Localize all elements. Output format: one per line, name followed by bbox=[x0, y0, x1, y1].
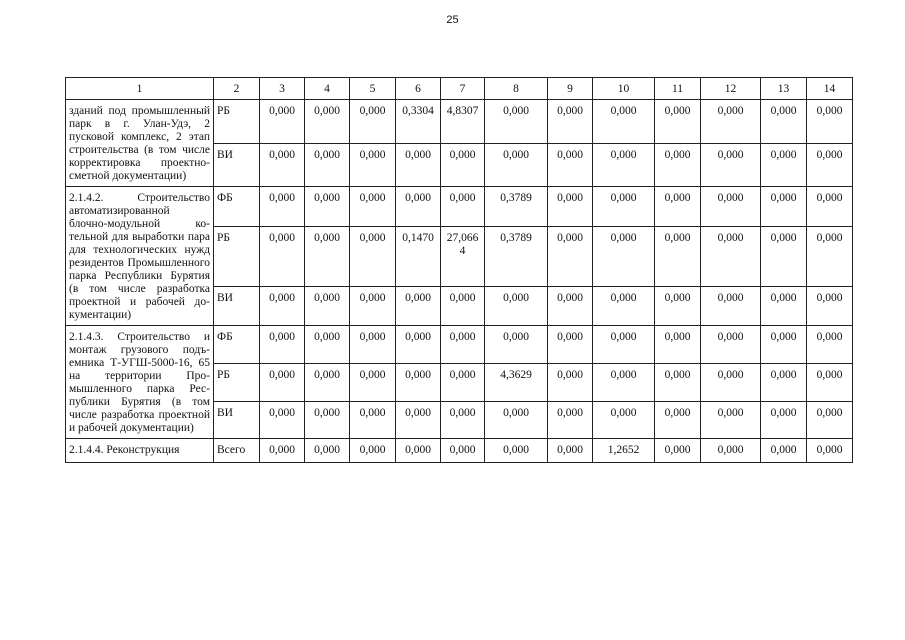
item-description: 2.1.4.4. Реконструкция bbox=[66, 439, 214, 462]
value-cell: 0,000 bbox=[441, 363, 485, 401]
value-cell: 4,3629 bbox=[485, 363, 548, 401]
value-cell: 0,000 bbox=[761, 100, 807, 144]
value-cell: 0,000 bbox=[485, 439, 548, 462]
item-description: 2.1.4.3. Строительство и монтаж грузового подъемника Т-УГШ-5000-16, 65 на территории Промышленного парка Республики Бурятия (в том числе разработка проектной и рабочей документации) bbox=[66, 326, 214, 439]
value-cell: 0,000 bbox=[548, 363, 593, 401]
value-cell: 0,000 bbox=[260, 187, 305, 226]
value-cell: 0,000 bbox=[593, 287, 655, 326]
value-cell: 0,000 bbox=[761, 143, 807, 187]
value-cell: 0,000 bbox=[350, 363, 396, 401]
value-cell: 0,000 bbox=[701, 401, 761, 439]
value-cell: 0,000 bbox=[260, 143, 305, 187]
value-cell: 0,000 bbox=[655, 326, 701, 364]
column-number: 11 bbox=[655, 78, 701, 100]
value-cell: 0,000 bbox=[305, 143, 350, 187]
value-cell: 0,000 bbox=[701, 287, 761, 326]
table-row bbox=[66, 326, 853, 364]
value-cell: 0,000 bbox=[701, 143, 761, 187]
value-cell: 0,000 bbox=[305, 287, 350, 326]
value-cell: 0,000 bbox=[305, 100, 350, 144]
value-cell: 0,000 bbox=[350, 439, 396, 462]
value-cell: 0,000 bbox=[655, 363, 701, 401]
value-cell: 0,000 bbox=[807, 143, 853, 187]
value-cell: 0,000 bbox=[396, 439, 441, 462]
value-cell: 0,000 bbox=[350, 287, 396, 326]
value-cell: 0,000 bbox=[548, 100, 593, 144]
value-cell: 0,000 bbox=[761, 187, 807, 226]
column-number-row bbox=[66, 78, 853, 100]
value-cell: 1,2652 bbox=[593, 439, 655, 462]
value-cell: 0,000 bbox=[593, 100, 655, 144]
value-cell: 0,000 bbox=[807, 287, 853, 326]
column-number: 14 bbox=[807, 78, 853, 100]
value-cell: 0,000 bbox=[441, 326, 485, 364]
value-cell: 0,000 bbox=[396, 401, 441, 439]
value-cell: 0,000 bbox=[761, 326, 807, 364]
value-cell: 0,000 bbox=[396, 143, 441, 187]
table-body bbox=[66, 78, 853, 463]
value-cell: 0,000 bbox=[701, 326, 761, 364]
funding-source: ВИ bbox=[214, 143, 260, 187]
value-cell: 0,000 bbox=[548, 287, 593, 326]
column-number: 13 bbox=[761, 78, 807, 100]
value-cell: 0,000 bbox=[260, 287, 305, 326]
value-cell: 0,3789 bbox=[485, 187, 548, 226]
value-cell: 0,000 bbox=[485, 401, 548, 439]
value-cell: 0,000 bbox=[548, 187, 593, 226]
value-cell: 0,000 bbox=[761, 287, 807, 326]
value-cell: 0,000 bbox=[655, 401, 701, 439]
column-number: 1 bbox=[66, 78, 214, 100]
value-cell: 0,000 bbox=[396, 326, 441, 364]
budget-table bbox=[65, 77, 853, 463]
funding-source: Всего bbox=[214, 439, 260, 462]
value-cell: 0,000 bbox=[548, 326, 593, 364]
value-cell: 0,000 bbox=[701, 100, 761, 144]
column-number: 8 bbox=[485, 78, 548, 100]
value-cell: 0,000 bbox=[441, 143, 485, 187]
value-cell: 0,3789 bbox=[485, 226, 548, 287]
value-cell: 0,000 bbox=[701, 187, 761, 226]
funding-source: ВИ bbox=[214, 287, 260, 326]
funding-source: РБ bbox=[214, 226, 260, 287]
value-cell: 27,0664 bbox=[441, 226, 485, 287]
value-cell: 0,000 bbox=[807, 439, 853, 462]
funding-source: РБ bbox=[214, 363, 260, 401]
value-cell: 0,000 bbox=[761, 439, 807, 462]
value-cell: 0,000 bbox=[396, 187, 441, 226]
value-cell: 0,000 bbox=[441, 187, 485, 226]
value-cell: 0,000 bbox=[701, 363, 761, 401]
value-cell: 0,000 bbox=[396, 363, 441, 401]
value-cell: 0,000 bbox=[260, 100, 305, 144]
value-cell: 0,000 bbox=[548, 439, 593, 462]
value-cell: 0,000 bbox=[485, 100, 548, 144]
value-cell: 0,000 bbox=[305, 326, 350, 364]
value-cell: 0,1470 bbox=[396, 226, 441, 287]
value-cell: 0,000 bbox=[441, 439, 485, 462]
value-cell: 0,000 bbox=[593, 187, 655, 226]
value-cell: 0,000 bbox=[807, 363, 853, 401]
value-cell: 0,000 bbox=[485, 287, 548, 326]
value-cell: 0,000 bbox=[485, 326, 548, 364]
value-cell: 0,000 bbox=[260, 363, 305, 401]
funding-source: РБ bbox=[214, 100, 260, 144]
value-cell: 0,000 bbox=[350, 226, 396, 287]
value-cell: 0,000 bbox=[548, 143, 593, 187]
funding-source: ФБ bbox=[214, 187, 260, 226]
value-cell: 0,000 bbox=[593, 143, 655, 187]
value-cell: 4,8307 bbox=[441, 100, 485, 144]
column-number: 3 bbox=[260, 78, 305, 100]
value-cell: 0,000 bbox=[655, 100, 701, 144]
value-cell: 0,000 bbox=[305, 187, 350, 226]
value-cell: 0,000 bbox=[593, 401, 655, 439]
value-cell: 0,3304 bbox=[396, 100, 441, 144]
table-row bbox=[66, 439, 853, 462]
value-cell: 0,000 bbox=[807, 326, 853, 364]
column-number: 5 bbox=[350, 78, 396, 100]
value-cell: 0,000 bbox=[701, 439, 761, 462]
column-number: 7 bbox=[441, 78, 485, 100]
value-cell: 0,000 bbox=[305, 439, 350, 462]
value-cell: 0,000 bbox=[350, 187, 396, 226]
column-number: 2 bbox=[214, 78, 260, 100]
value-cell: 0,000 bbox=[655, 143, 701, 187]
table-row bbox=[66, 187, 853, 226]
item-description: зданий под промышленный парк в г. Улан-Удэ, 2 пусковой комплекс, 2 этап строительства (в том числе корректировка проектно-сметной документации) bbox=[66, 100, 214, 187]
column-number: 9 bbox=[548, 78, 593, 100]
value-cell: 0,000 bbox=[260, 326, 305, 364]
value-cell: 0,000 bbox=[701, 226, 761, 287]
value-cell: 0,000 bbox=[350, 100, 396, 144]
value-cell: 0,000 bbox=[441, 287, 485, 326]
page-number: 25 bbox=[446, 14, 459, 26]
value-cell: 0,000 bbox=[305, 363, 350, 401]
value-cell: 0,000 bbox=[548, 401, 593, 439]
value-cell: 0,000 bbox=[807, 401, 853, 439]
value-cell: 0,000 bbox=[807, 226, 853, 287]
value-cell: 0,000 bbox=[485, 143, 548, 187]
value-cell: 0,000 bbox=[807, 100, 853, 144]
value-cell: 0,000 bbox=[593, 326, 655, 364]
value-cell: 0,000 bbox=[350, 143, 396, 187]
table-row bbox=[66, 100, 853, 144]
column-number: 4 bbox=[305, 78, 350, 100]
funding-source: ВИ bbox=[214, 401, 260, 439]
value-cell: 0,000 bbox=[593, 363, 655, 401]
column-number: 6 bbox=[396, 78, 441, 100]
value-cell: 0,000 bbox=[655, 226, 701, 287]
funding-source: ФБ bbox=[214, 326, 260, 364]
value-cell: 0,000 bbox=[305, 226, 350, 287]
column-number: 10 bbox=[593, 78, 655, 100]
value-cell: 0,000 bbox=[305, 401, 350, 439]
value-cell: 0,000 bbox=[761, 363, 807, 401]
value-cell: 0,000 bbox=[655, 439, 701, 462]
value-cell: 0,000 bbox=[593, 226, 655, 287]
value-cell: 0,000 bbox=[548, 226, 593, 287]
column-number: 12 bbox=[701, 78, 761, 100]
value-cell: 0,000 bbox=[655, 187, 701, 226]
value-cell: 0,000 bbox=[350, 401, 396, 439]
value-cell: 0,000 bbox=[260, 439, 305, 462]
value-cell: 0,000 bbox=[260, 401, 305, 439]
item-description: 2.1.4.2. Строительство автоматизированной блочно-модульной котельной для выработки пара для технологических нужд резидентов Промышленного парка Республики Бурятия (в том числе разработка проектной и рабочей документации) bbox=[66, 187, 214, 326]
value-cell: 0,000 bbox=[655, 287, 701, 326]
value-cell: 0,000 bbox=[807, 187, 853, 226]
value-cell: 0,000 bbox=[441, 401, 485, 439]
value-cell: 0,000 bbox=[761, 226, 807, 287]
value-cell: 0,000 bbox=[350, 326, 396, 364]
value-cell: 0,000 bbox=[396, 287, 441, 326]
value-cell: 0,000 bbox=[260, 226, 305, 287]
value-cell: 0,000 bbox=[761, 401, 807, 439]
